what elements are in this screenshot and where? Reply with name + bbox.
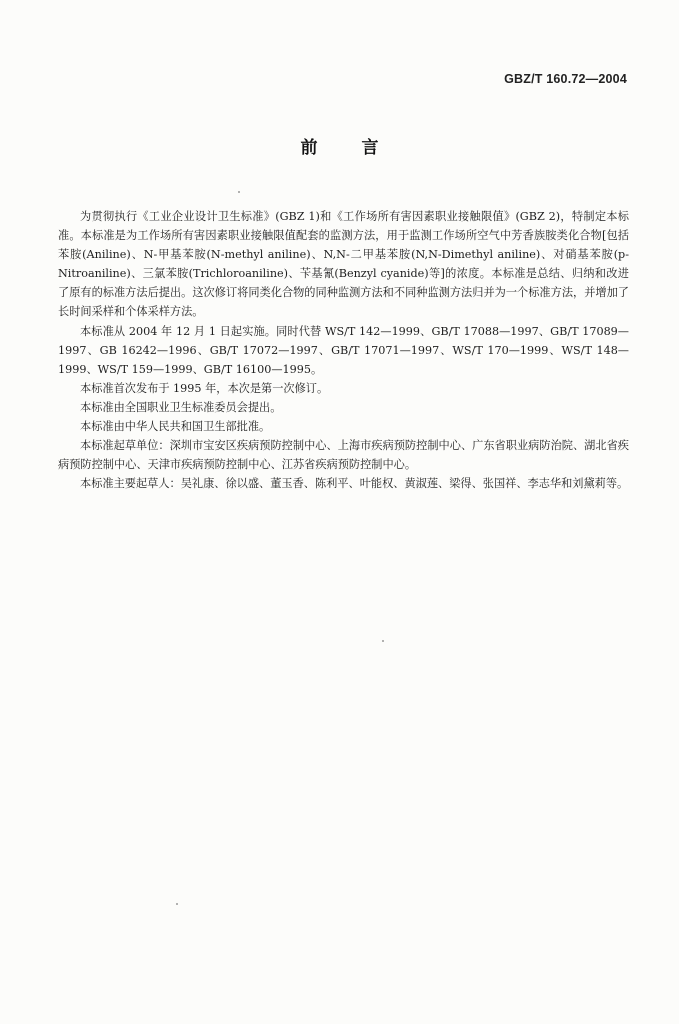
scan-speck — [382, 640, 384, 642]
paragraph-proposer: 本标准由全国职业卫生标准委员会提出。 — [80, 400, 282, 414]
scan-speck — [176, 903, 178, 905]
paragraph-implementation: 本标准从 2004 年 12 月 1 日起实施。同时代替 WS/T 142—1999、GB/T 17088—1997、GB/T 17089—1997、GB 16242—1996、GB/T 17072—1997、GB/T 17071—1997、WS/T 170—1999、WS/T 148—1999、WS/T 159—1999、GB/T 16100—1995。 — [58, 324, 629, 376]
page-title: 前言 — [300, 138, 423, 158]
paragraph-drafters: 本标准主要起草人：吴礼康、徐以盛、董玉香、陈利平、叶能权、黄淑莲、梁得、张国祥、李志华和刘黛莉等。 — [80, 477, 629, 491]
paragraph-drafting-units: 本标准起草单位：深圳市宝安区疾病预防控制中心、上海市疾病预防控制中心、广东省职业病防治院、湖北省疾病预防控制中心、天津市疾病预防控制中心、江苏省疾病预防控制中心。 — [58, 439, 629, 472]
foreword-body — [58, 207, 629, 493]
standard-number: GBZ/T 160.72—2004 — [504, 72, 627, 86]
paragraph-first-release: 本标准首次发布于 1995 年，本次是第一次修订。 — [80, 381, 329, 395]
paragraph-purpose: 为贯彻执行《工业企业设计卫生标准》(GBZ 1)和《工作场所有害因素职业接触限值》(GBZ 2)，特制定本标准。本标准是为工作场所有害因素职业接触限值配套的监测方法，用于监测工作场所空气中芳香族胺类化合物[包括苯胺(Aniline)、N-甲基苯胺(N-methyl aniline)、N,N-二甲基苯胺(N,N-Dimethyl aniline)、对硝基苯胺(p-Nitroaniline)、三氯苯胺(Trichloroaniline)、苄基氰(Benzyl cyanide)等]的浓度。本标准是总结、归纳和改进了原有的标准方法后提出。这次修订将同类化合物的同种监测方法和不同种监测方法归并为一个标准方法，并增加了长时间采样和个体采样方法。 — [58, 210, 629, 319]
paragraph-approver: 本标准由中华人民共和国卫生部批准。 — [80, 420, 271, 434]
scan-speck — [238, 191, 240, 193]
